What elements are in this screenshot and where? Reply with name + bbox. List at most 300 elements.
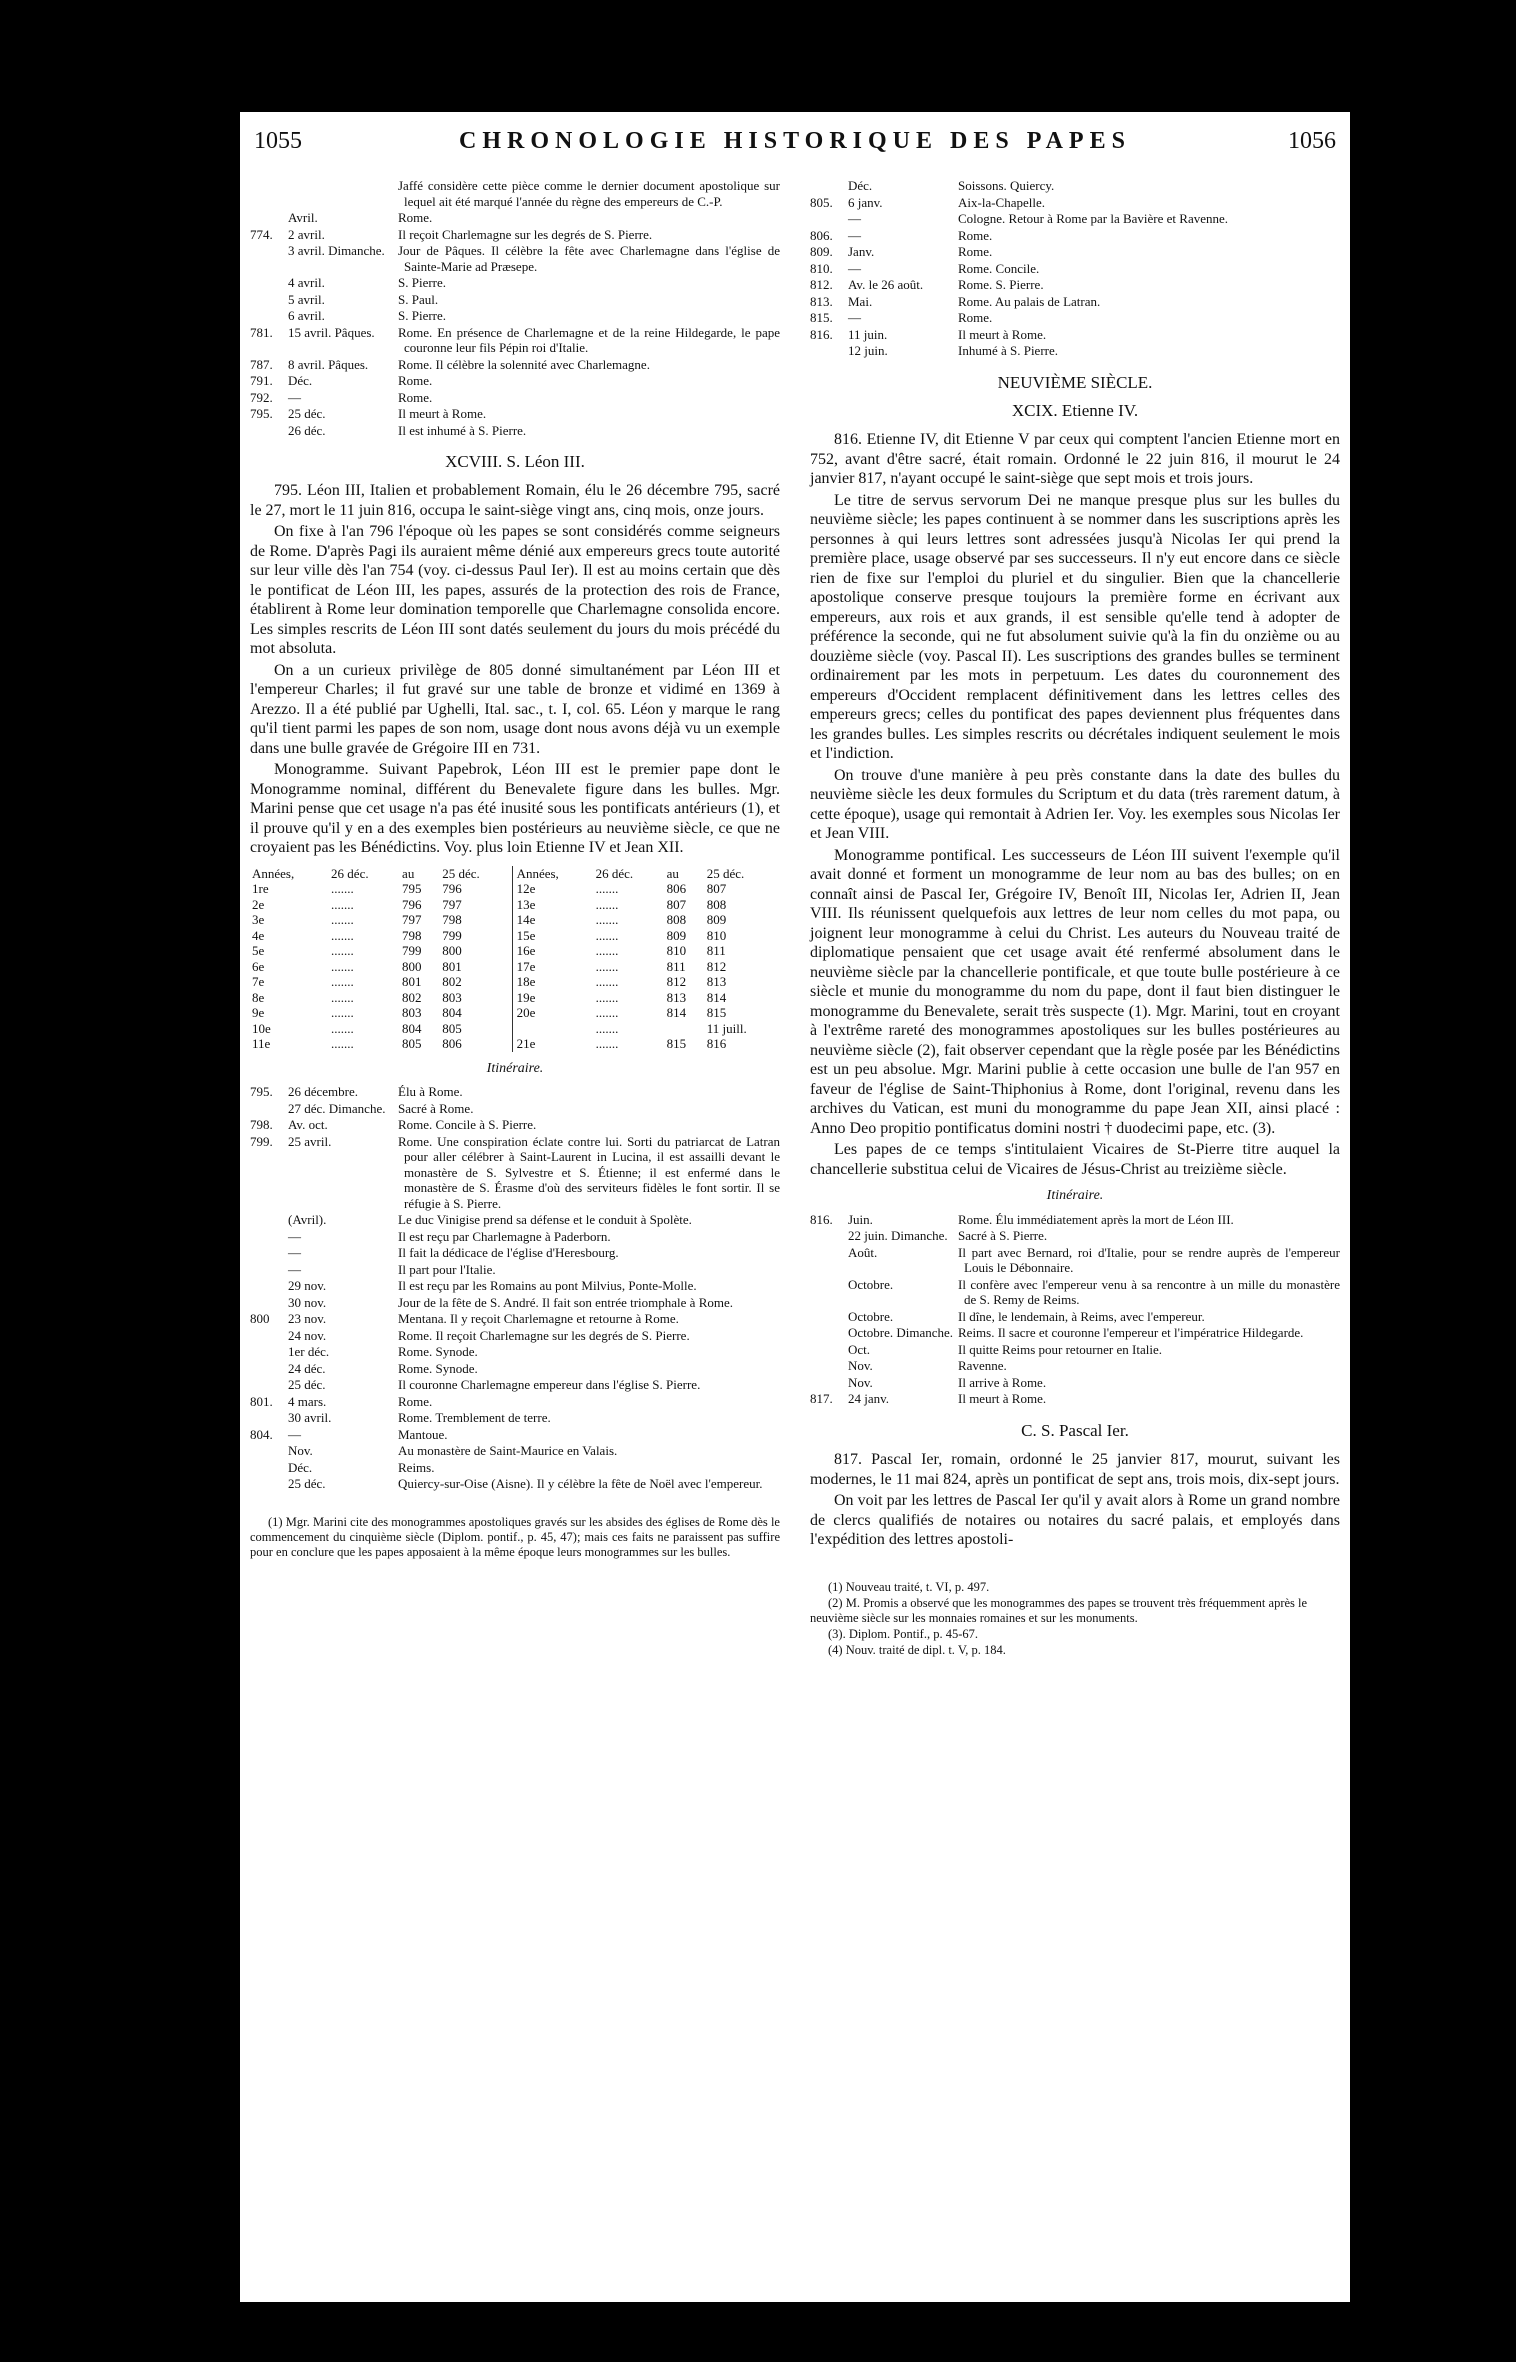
year-cell — [250, 423, 284, 440]
itinerary-row — [250, 406, 780, 423]
itinerary-row — [250, 1101, 780, 1118]
event-cell: Mentana. Il y reçoit Charlemagne et retourne à Rome. — [398, 1311, 679, 1327]
leader-dots: ....... — [331, 1036, 354, 1052]
year-cell: 795. — [250, 406, 273, 421]
running-title: CHRONOLOGIE HISTORIQUE DES PAPES — [459, 128, 1131, 154]
date-cell: 25 avril. — [288, 1133, 332, 1149]
years-cell: 796 — [442, 881, 462, 897]
event-cell: Rome. Synode. — [398, 1344, 478, 1360]
year-cell — [250, 1229, 284, 1246]
footnotes-right — [810, 1580, 1340, 1658]
years-cell: 10e — [252, 1020, 271, 1036]
right-column — [810, 178, 1340, 1659]
date-cell: (Avril). — [288, 1212, 327, 1228]
years-cell: 801 — [402, 974, 422, 990]
leader-dots: ....... — [331, 1005, 354, 1021]
year-cell — [250, 1245, 284, 1262]
years-cell: 2e — [252, 896, 265, 912]
itinerary-row — [250, 1278, 780, 1295]
years-cell: 14e — [516, 912, 536, 928]
date-cell: Déc. — [288, 373, 313, 388]
year-cell — [250, 243, 284, 275]
event-cell: Il arrive à Rome. — [958, 1374, 1047, 1390]
years-cell: 803 — [442, 989, 462, 1005]
event-cell: Rome. — [398, 373, 433, 388]
itinerary-row — [810, 294, 1340, 311]
years-cell — [515, 1021, 594, 1037]
event-cell: Rome. — [958, 227, 993, 243]
leader-dots: ....... — [595, 881, 619, 897]
years-row — [250, 943, 780, 959]
paragraph: 817. Pascal Ier, romain, ordonné le 25 janvier 817, mourut, suivant les modernes, le 11 mai 824, après un pontificat de sept ans, trois mois, dix-sept jours. — [810, 1451, 1340, 1488]
years-cell: 815 — [666, 1036, 687, 1052]
years-header-cell: au — [402, 865, 415, 881]
itinerary-row — [810, 1325, 1340, 1342]
date-cell: 6 janv. — [848, 194, 883, 210]
year-cell — [250, 1212, 284, 1229]
years-cell: 1re — [252, 881, 269, 897]
year-cell — [810, 1325, 844, 1342]
etienne-iv-text — [810, 430, 1340, 1179]
event-cell: Il meurt à Rome. — [958, 326, 1047, 342]
years-cell: 811 — [706, 943, 726, 959]
years-cell: 801 — [442, 958, 462, 974]
years-cell: 816 — [706, 1036, 727, 1052]
itinerary-row — [250, 275, 780, 292]
date-cell: 24 déc. — [288, 1360, 326, 1376]
date-cell: 26 décembre. — [288, 1084, 359, 1100]
year-cell — [250, 1377, 284, 1394]
itinerary-row — [250, 325, 780, 357]
leader-dots: ....... — [595, 1020, 619, 1036]
section-heading-pascal-i: C. S. Pascal Ier. — [1021, 1420, 1129, 1440]
footnote: (1) Mgr. Marini cite des monogrammes apostoliques gravés sur les absides des églises de Rome dès le commencement du cinquième siècle (Diplom. pontif., p. 45, 47); mais ces faits ne paraissent pas suffire pour en conclure que les papes apposaient à la même époque leurs monogrammes sur les bulles. — [250, 1514, 780, 1559]
itinerary-row — [810, 310, 1340, 327]
years-cell: 12e — [516, 881, 536, 897]
itinerary-row — [250, 390, 780, 407]
date-cell: Juin. — [848, 1211, 873, 1227]
year-cell — [250, 178, 284, 210]
year-cell — [250, 1443, 284, 1460]
year-cell: 809. — [810, 244, 833, 259]
year-cell: 805. — [810, 194, 833, 210]
years-row — [250, 928, 780, 944]
years-cell: 815 — [706, 1005, 727, 1021]
leader-dots: ....... — [595, 927, 619, 943]
event-cell: Reims. — [398, 1459, 435, 1475]
event-cell: Il confère avec l'empereur venu à sa rencontre à un mille du monastère de S. Remy de Reims. — [958, 1276, 1340, 1308]
paragraph: Monogramme pontifical. Les successeurs de Léon III suivent l'exemple qu'il avait donné et forment un monogramme de leur nom au bas des bulles; on en connaît ainsi de Pascal Ier, Grégoire IV, Benoît III, Nicolas Ier, Adrien II, Jean VIII. Ils réunissent quelquefois aux lettres de leur nom celles du mot papa, ou joignent leur monogramme à celui du Christ. Les auteurs du Nouveau traité de diplomatique pensaient que cet usage avait été renfermé absolument dans le neuvième siècle par la chancellerie pontificale, et que toute bulle postérieure à ce siècle et munie du monogramme du nom du pape, dont il faut bien distinguer le monogramme du Benevalete, serait très suspecte (1). Mgr. Marini, tout en croyant à l'extrême rareté des monogrammes apostoliques sur les bulles postérieures au neuvième siècle (2), fait observer cependant que la règle posée par les Bénédictins est un peu absolue. Mgr. Marini publie à cette occasion une bulle de l'an 957 en faveur de l'église de Saint-Thiphonius à Rome, dont l'original, revenu dans les archives du Vatican, est muni du monogramme du pape Jean XII, ainsi placé : Anno Deo propitio pontificatus domini nostri † duodecimi pape, etc. (3). — [810, 846, 1340, 1137]
years-cell: 800 — [402, 958, 422, 974]
date-cell: — — [288, 1426, 301, 1442]
year-cell — [250, 1278, 284, 1295]
itinerary-row — [810, 211, 1340, 228]
years-cell: 802 — [442, 974, 462, 990]
years-row — [250, 912, 780, 928]
year-cell — [250, 1460, 284, 1477]
itinerary-row — [250, 1245, 780, 1262]
itinerary-row — [250, 178, 780, 210]
itinerary-row — [810, 1375, 1340, 1392]
event-cell: Élu à Rome. — [398, 1084, 463, 1100]
event-cell: Aix-la-Chapelle. — [958, 194, 1045, 210]
event-cell: Quiercy-sur-Oise (Aisne). Il y célèbre la fête de Noël avec l'empereur. — [398, 1476, 763, 1492]
date-cell: 12 juin. — [848, 343, 888, 358]
year-cell: 815. — [810, 310, 833, 325]
years-row — [250, 1036, 780, 1052]
event-cell: Sacré à S. Pierre. — [958, 1228, 1048, 1244]
year-cell: 799. — [250, 1133, 273, 1149]
itinerary-row — [810, 1342, 1340, 1359]
years-cell: 804 — [442, 1005, 462, 1021]
leader-dots: ....... — [331, 881, 354, 897]
year-cell — [810, 1375, 844, 1392]
years-cell: 19e — [516, 989, 536, 1005]
date-cell: — — [848, 260, 861, 276]
year-cell — [810, 178, 844, 195]
leader-dots: ....... — [595, 1036, 619, 1052]
event-cell: Il part avec Bernard, roi d'Italie, pour se rendre auprès de l'empereur Louis le Débonnaire. — [958, 1244, 1340, 1276]
event-cell: Il fait la dédicace de l'église d'Heresbourg. — [398, 1245, 619, 1261]
year-cell — [250, 1295, 284, 1312]
years-cell: 805 — [442, 1020, 462, 1036]
date-cell — [284, 178, 398, 210]
years-cell: 799 — [402, 943, 422, 959]
years-cell: 814 — [666, 1005, 687, 1021]
left-column — [250, 178, 780, 1561]
years-header-cell: Années, — [252, 865, 295, 881]
date-cell: Janv. — [848, 244, 875, 259]
itinerary-row — [250, 210, 780, 227]
years-cell: 805 — [402, 1036, 422, 1052]
itinerary-row — [810, 1245, 1340, 1277]
leader-dots: ....... — [331, 927, 354, 943]
itinerary-row — [250, 1410, 780, 1427]
year-cell: 774. — [250, 226, 273, 242]
leader-dots: ....... — [595, 989, 619, 1005]
itinerary-row — [250, 357, 780, 374]
event-cell: Rome. — [398, 389, 433, 405]
paragraph: On voit par les lettres de Pascal Ier qu'il y avait alors à Rome un grand nombre de clercs qualifiés de notaires ou notaires du sacré palais, et employés dans l'expédition des lettres apostoli- — [810, 1492, 1340, 1549]
years-header-cell: 26 déc. — [595, 865, 634, 881]
event-cell: Rome. S. Pierre. — [958, 277, 1044, 292]
page-number-left: 1055 — [254, 128, 302, 154]
years-cell: 802 — [402, 989, 422, 1005]
year-cell: 800 — [250, 1311, 270, 1327]
itinerary-row — [250, 1394, 780, 1411]
years-cell: 11e — [252, 1036, 271, 1052]
event-cell: Soissons. Quiercy. — [958, 178, 1055, 193]
date-cell: Octobre. Dimanche. — [848, 1325, 954, 1341]
event-cell: Rome. En présence de Charlemagne et de la reine Hildegarde, le pape couronne leur fils Pépin roi d'Italie. — [398, 324, 780, 355]
date-cell: 25 déc. — [288, 1377, 326, 1393]
year-cell: 798. — [250, 1117, 273, 1133]
date-cell: Août. — [848, 1244, 878, 1260]
date-cell: — — [288, 1228, 301, 1244]
event-cell: Il dîne, le lendemain, à Reims, avec l'empereur. — [958, 1308, 1205, 1324]
event-cell: Rome. Synode. — [398, 1360, 478, 1376]
itinerary-row — [250, 1344, 780, 1361]
year-cell — [250, 308, 284, 325]
event-cell: Jour de la fête de S. André. Il fait son entrée triomphale à Rome. — [398, 1294, 734, 1310]
years-cell: 11 juill. — [706, 1020, 747, 1036]
date-cell: Octobre. — [848, 1276, 894, 1292]
paragraph: On a un curieux privilège de 805 donné simultanément par Léon III et l'empereur Charles; il fut gravé sur une table de bronze et vidimé en 1369 à Arezzo. Il a été publié par Ughelli, Ital. sac., t. I, col. 65. Léon y marque le rang qu'il tient parmi les papes de son nom, usage dont nous avons déjà vu un exemple dans une bulle gravée de Grégoire III en 731. — [250, 661, 780, 757]
year-cell: 791. — [250, 373, 273, 388]
years-cell: 797 — [402, 912, 422, 928]
itinerary-continued — [250, 178, 780, 439]
event-cell: Rome. Élu immédiatement après la mort de Léon III. — [958, 1211, 1234, 1227]
year-cell — [810, 1228, 844, 1245]
itinerary-row — [810, 178, 1340, 195]
date-cell: Déc. — [288, 1459, 313, 1475]
leader-dots: ....... — [331, 1020, 354, 1036]
date-cell: 30 avril. — [288, 1410, 332, 1426]
years-cell: 3e — [252, 912, 265, 928]
years-cell: 812 — [706, 958, 727, 974]
date-cell: 15 avril. Pâques. — [288, 324, 375, 340]
years-cell: 812 — [666, 974, 687, 990]
event-cell: Inhumé à S. Pierre. — [958, 343, 1059, 358]
itinerary-row — [250, 1476, 780, 1493]
year-cell: 806. — [810, 227, 833, 243]
event-cell: S. Pierre. — [398, 308, 447, 323]
year-cell — [250, 1476, 284, 1493]
date-cell: Av. le 26 août. — [848, 277, 924, 292]
itinerary-row — [250, 1084, 780, 1101]
years-cell: 814 — [706, 989, 727, 1005]
year-cell — [250, 1361, 284, 1378]
date-cell: 4 mars. — [288, 1393, 327, 1409]
itinerary-row — [810, 261, 1340, 278]
year-cell — [250, 1328, 284, 1345]
itinerary-title: Itinéraire. — [486, 1060, 544, 1076]
years-cell: 803 — [402, 1005, 422, 1021]
date-cell: 2 avril. — [288, 226, 325, 242]
years-header-cell: 26 déc. — [331, 865, 369, 881]
year-cell: 816. — [810, 326, 833, 342]
years-cell: 809 — [666, 927, 687, 943]
itinerary-row — [250, 1460, 780, 1477]
years-cell: 798 — [442, 912, 462, 928]
year-cell — [250, 1262, 284, 1279]
years-cell: 17e — [516, 958, 536, 974]
years-header-cell: au — [666, 865, 679, 881]
year-cell — [810, 1342, 844, 1359]
years-row — [250, 897, 780, 913]
years-cell: 795 — [402, 881, 422, 897]
paragraph: (4) Nouv. traité de dipl. t. V, p. 184. — [828, 1642, 1006, 1657]
year-cell: 810. — [810, 260, 833, 276]
years-header-cell: Années, — [516, 865, 559, 881]
leader-dots: ....... — [595, 943, 619, 959]
book-page — [240, 112, 1350, 2302]
century-heading: NEUVIÈME SIÈCLE. — [997, 372, 1153, 392]
date-cell: 8 avril. Pâques. — [288, 356, 369, 372]
itinerary-row — [250, 1328, 780, 1345]
event-cell: Jaffé considère cette pièce comme le dernier document apostolique sur lequel ait été marqué l'année du règne des empereurs de C.-P. — [398, 178, 780, 209]
years-cell: 16e — [516, 943, 536, 959]
years-cell — [665, 1021, 705, 1037]
itinerary-row — [250, 373, 780, 390]
year-cell: 817. — [810, 1391, 833, 1407]
event-cell: Rome. Il célèbre la solennité avec Charlemagne. — [398, 356, 650, 372]
event-cell: Il couronne Charlemagne empereur dans l'église S. Pierre. — [398, 1377, 701, 1393]
itinerary-row — [810, 244, 1340, 261]
leader-dots: ....... — [595, 896, 619, 912]
itinerary-row — [810, 195, 1340, 212]
event-cell: Ravenne. — [958, 1358, 1007, 1374]
date-cell: 4 avril. — [288, 275, 325, 290]
years-cell: 9e — [252, 1005, 265, 1021]
year-cell: 804. — [250, 1426, 273, 1442]
year-cell — [250, 1410, 284, 1427]
years-cell: 4e — [252, 927, 265, 943]
event-cell: Il est reçu par les Romains au pont Milvius, Ponte-Molle. — [398, 1278, 697, 1294]
itinerary-row — [810, 1212, 1340, 1229]
event-cell: Rome. — [958, 310, 993, 325]
date-cell: 26 déc. — [288, 422, 326, 438]
section-heading-leo-iii: XCVIII. S. Léon III. — [445, 452, 585, 471]
event-cell: Rome. Concile à S. Pierre. — [398, 1117, 537, 1133]
itinerary-row — [810, 1391, 1340, 1408]
itinerary-row — [810, 1309, 1340, 1326]
leader-dots: ....... — [331, 989, 354, 1005]
year-cell: 801. — [250, 1393, 273, 1409]
event-cell: Rome. Il reçoit Charlemagne sur les degrés de S. Pierre. — [398, 1327, 690, 1343]
itinerary-row — [810, 1358, 1340, 1375]
years-cell: 813 — [666, 989, 687, 1005]
event-cell: Jour de Pâques. Il célèbre la fête avec Charlemagne dans l'église de Sainte-Marie ad Præsepe. — [398, 243, 780, 274]
etienne-iv-itinerary — [810, 1212, 1340, 1408]
event-cell: Rome. Au palais de Latran. — [958, 293, 1101, 309]
date-cell: 24 janv. — [848, 1391, 890, 1407]
itinerary-row — [250, 1361, 780, 1378]
itinerary-row — [250, 1117, 780, 1134]
date-cell: 27 déc. Dimanche. — [288, 1100, 386, 1116]
date-cell: 30 nov. — [288, 1294, 327, 1310]
years-header-cell: 25 déc. — [706, 865, 745, 881]
date-cell: Oct. — [848, 1341, 871, 1357]
itinerary-title: Itinéraire. — [1046, 1188, 1104, 1204]
years-cell: 811 — [666, 958, 686, 974]
years-cell: 813 — [706, 974, 727, 990]
itinerary-row — [250, 243, 780, 275]
paragraph: (2) M. Promis a observé que les monogrammes des papes se trouvent très fréquemment après le neuvième siècle sur les monnaies romaines et sur les monuments. — [810, 1595, 1308, 1625]
year-cell — [810, 1245, 844, 1277]
years-cell: 806 — [442, 1036, 462, 1052]
years-cell: 799 — [442, 927, 462, 943]
year-cell: 813. — [810, 293, 833, 309]
event-cell: Il reçoit Charlemagne sur les degrés de S. Pierre. — [398, 226, 653, 242]
date-cell: Avril. — [288, 210, 318, 225]
event-cell: Rome. — [398, 210, 433, 225]
year-cell — [810, 1277, 844, 1309]
date-cell: 25 déc. — [288, 406, 326, 421]
paragraph: On fixe à l'an 796 l'époque où les papes se sont considérés comme seigneurs de Rome. D'après Pagi ils auraient même dénié aux empereurs grecs toute autorité sur leur ville dès l'an 754 (voy. ci-dessus Paul Ier). Il est au moins certain que dès le pontificat de Léon III, les papes, assurés de la protection des rois de France, établirent à Rome leur domination temporelle que Charlemagne consolida encore. Les simples rescrits de Léon III sont datés seulement du jours du mois précédé du mot absoluta. — [250, 523, 780, 658]
event-cell: Il est inhumé à S. Pierre. — [398, 422, 527, 438]
date-cell: 23 nov. — [288, 1311, 327, 1327]
date-cell: — — [288, 389, 301, 405]
years-cell: 6e — [252, 958, 265, 974]
years-cell: 8e — [252, 989, 265, 1005]
date-cell: 25 déc. — [288, 1476, 326, 1492]
leader-dots: ....... — [595, 1005, 619, 1021]
page-number-right: 1056 — [1288, 128, 1336, 154]
itinerary-continued — [810, 178, 1340, 360]
leader-dots: ....... — [595, 912, 619, 928]
itinerary-row — [250, 1443, 780, 1460]
date-cell: Nov. — [288, 1443, 313, 1459]
years-row — [250, 959, 780, 975]
event-cell: Rome. Tremblement de terre. — [398, 1410, 551, 1426]
event-cell: Il quitte Reims pour retourner en Italie. — [958, 1341, 1162, 1357]
paragraph: Les papes de ce temps s'intitulaient Vicaires de St-Pierre titre auquel la chancellerie substitua celui de Vicaires de Jésus-Christ au treizième siècle. — [810, 1141, 1340, 1178]
years-cell: 809 — [706, 912, 727, 928]
itinerary-row — [250, 1427, 780, 1444]
date-cell: 11 juin. — [848, 326, 888, 342]
date-cell: 22 juin. Dimanche. — [848, 1228, 948, 1244]
years-cell: 796 — [402, 896, 422, 912]
date-cell: Av. oct. — [288, 1117, 328, 1133]
years-cell: 808 — [666, 912, 687, 928]
pontificate-years-table — [250, 866, 780, 1052]
event-cell: Au monastère de Saint-Maurice en Valais. — [398, 1443, 618, 1459]
years-cell: 804 — [402, 1020, 422, 1036]
date-cell: 29 nov. — [288, 1278, 327, 1294]
year-cell — [810, 211, 844, 228]
year-cell: 781. — [250, 324, 273, 340]
date-cell: — — [288, 1261, 301, 1277]
event-cell: Rome. — [958, 244, 993, 259]
paragraph: (1) Nouveau traité, t. VI, p. 497. — [828, 1579, 990, 1594]
year-cell — [810, 343, 844, 360]
itinerary-row — [810, 1228, 1340, 1245]
event-cell: Rome. Concile. — [958, 260, 1040, 276]
years-header-cell: 25 déc. — [442, 865, 480, 881]
itinerary-row — [810, 277, 1340, 294]
event-cell: S. Paul. — [398, 291, 439, 307]
leader-dots: ....... — [331, 943, 354, 959]
date-cell: Octobre. — [848, 1308, 894, 1324]
itinerary-row — [810, 228, 1340, 245]
years-row — [250, 990, 780, 1006]
date-cell: 24 nov. — [288, 1327, 327, 1343]
itinerary-row — [250, 227, 780, 244]
pascal-i-text — [810, 1450, 1340, 1550]
date-cell: Mai. — [848, 293, 873, 309]
event-cell: Le duc Vinigise prend sa défense et le conduit à Spolète. — [398, 1212, 692, 1228]
date-cell: 5 avril. — [288, 291, 325, 307]
itinerary-row — [250, 292, 780, 309]
leader-dots: ....... — [331, 896, 354, 912]
years-row — [250, 1005, 780, 1021]
years-cell: 20e — [516, 1005, 536, 1021]
paragraph: Le titre de servus servorum Dei ne manque presque plus sur les bulles du neuvième siècle; les papes continuent à se nommer dans les suscriptions après les personnes à qui leurs lettres sont adressées jusqu'à Nicolas Ier qui prend la première place, usage observé par ses successeurs. Il n'y eut encore dans ce siècle rien de fixe sur l'emploi du pluriel et du singulier. Bien que la chancellerie apostolique conserve presque toujours la première forme en écrivant aux empereurs, aux rois et aux grands, il est sensible qu'elle tend à adopter de préférence la seconde, qui ne fut absolument suivie qu'à la fin du onzième ou au douzième siècle (voy. Pascal II). Les suscriptions des grandes bulles se terminent ordinairement par les mots in perpetuum. Les dates du couronnement des empereurs d'Occident remplacent définitivement dans les lettres celles des empereurs grecs; celles du pontificat des papes deviennent plus fréquentes dans les grandes bulles. Les simples rescrits ou décrétales indiquent seulement le mois et l'indiction. — [810, 491, 1340, 763]
itinerary-row — [250, 1212, 780, 1229]
event-cell: Il est reçu par Charlemagne à Paderborn. — [398, 1228, 611, 1244]
leo-iii-text — [250, 481, 780, 858]
years-cell: 800 — [442, 943, 462, 959]
years-cell: 806 — [666, 881, 687, 897]
itinerary-row — [810, 1277, 1340, 1309]
itinerary-row — [250, 308, 780, 325]
event-cell: S. Pierre. — [398, 275, 447, 290]
itinerary-row — [250, 1229, 780, 1246]
paragraph: On trouve d'une manière à peu près constante dans la date des bulles du neuvième siècle les deux formules du Scriptum et du data (très rarement datum, à cette époque), usage qui remontait à Adrien Ier. Voy. les exemples sous Nicolas Ier et Jean VIII. — [810, 766, 1340, 843]
itinerary-row — [810, 343, 1340, 360]
date-cell: — — [848, 227, 861, 243]
